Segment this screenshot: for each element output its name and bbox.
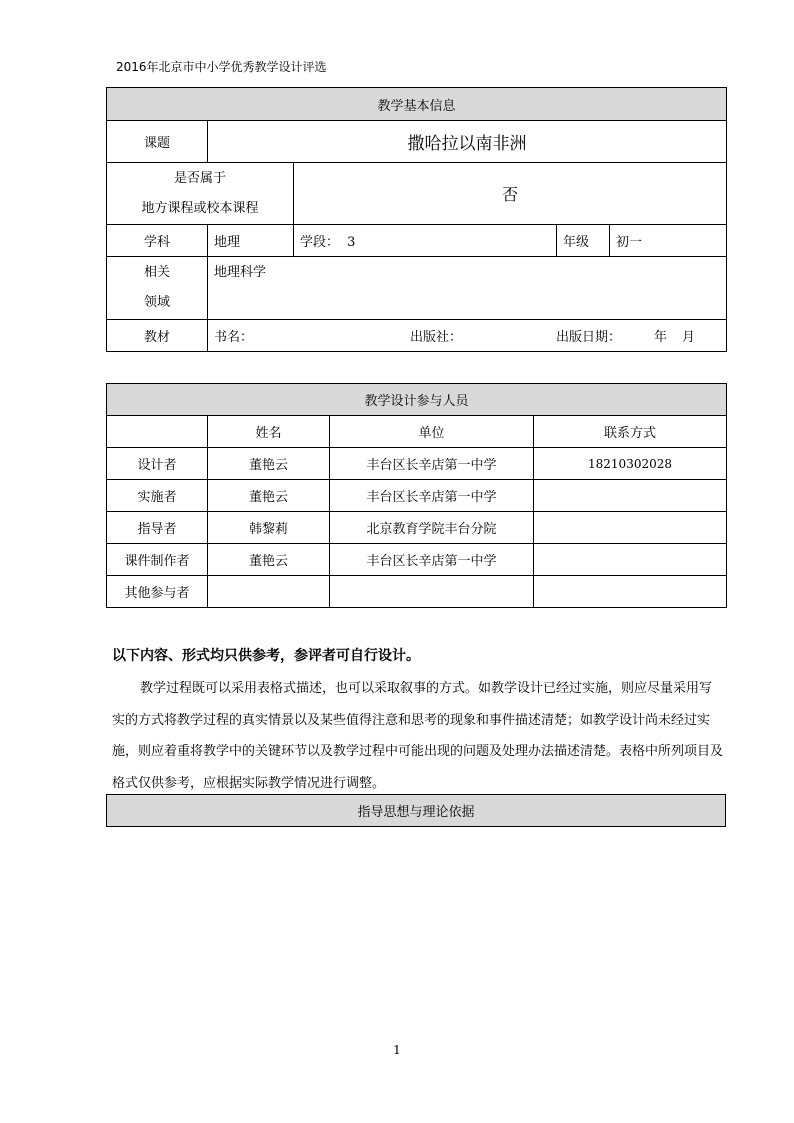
grade-label: 年级 (557, 225, 610, 257)
paragraph-text: 教学过程既可以采用表格式描述，也可以采取叙事的方式。如教学设计已经过实施，则应尽量采用写实的方式将教学过程的真实情景以及某些值得注意和思考的现象和事件描述清楚；如教学设计尚未经过实施，则应着重将教学中的关键环节以及教学过程中可能出现的问题及处理办法描述清楚。表格中所列项目及格式仅供参考，应根据实际教学情况进行调整。 (112, 681, 724, 791)
unit-cell: 丰台区长辛店第一中学 (330, 480, 534, 512)
contact-cell (534, 480, 727, 512)
table-row (107, 544, 727, 576)
related-field-label (107, 257, 208, 320)
related-label-line2: 领域 (143, 295, 170, 310)
local-course-value: 否 (294, 163, 727, 225)
section-title: 指导思想与理论依据 (107, 795, 726, 827)
unit-cell: 北京教育学院丰台分院 (330, 512, 534, 544)
stage-label: 学段： (300, 235, 340, 250)
year-label: 年 (654, 330, 668, 345)
table-row (107, 576, 727, 608)
stage-cell (294, 225, 557, 257)
subject-label: 学科 (107, 225, 208, 257)
grade-value: 初一 (610, 225, 727, 257)
related-label-line1: 相关 (143, 265, 170, 280)
intro-note: 以下内容、形式均只供参考，参评者可自行设计。 (112, 648, 420, 664)
role-cell: 课件制作者 (107, 544, 208, 576)
name-cell (208, 576, 330, 608)
topic-label: 课题 (107, 121, 208, 163)
topic-value: 撒哈拉以南非洲 (208, 121, 727, 163)
subject-value: 地理 (208, 225, 294, 257)
header-cell: 单位 (330, 416, 534, 448)
unit-cell: 丰台区长辛店第一中学 (330, 544, 534, 576)
contact-cell: 18210302028 (534, 448, 727, 480)
local-label-line2: 地方课程或校本课程 (141, 200, 259, 216)
basic-info-title: 教学基本信息 (107, 88, 727, 121)
instructions-paragraph (112, 673, 724, 799)
local-label-line1: 是否属于 (173, 170, 226, 186)
local-course-label (107, 163, 294, 225)
role-cell: 设计者 (107, 448, 208, 480)
participants-title: 教学设计参与人员 (107, 384, 727, 416)
pub-date-label: 出版日期： (556, 330, 622, 345)
section-table (106, 794, 726, 827)
header-cell: 姓名 (208, 416, 330, 448)
related-field-value: 地理科学 (208, 257, 727, 320)
table-row (107, 480, 727, 512)
header-cell (107, 416, 208, 448)
unit-cell: 丰台区长辛店第一中学 (330, 448, 534, 480)
page-number: 1 (393, 1043, 401, 1057)
role-cell: 其他参与者 (107, 576, 208, 608)
name-cell: 董艳云 (208, 448, 330, 480)
contact-cell (534, 544, 727, 576)
role-cell: 实施者 (107, 480, 208, 512)
unit-cell (330, 576, 534, 608)
month-label: 月 (682, 330, 696, 345)
textbook-value (208, 320, 727, 352)
basic-info-table (106, 87, 727, 352)
role-cell: 指导者 (107, 512, 208, 544)
table-row (107, 512, 727, 544)
name-cell: 董艳云 (208, 480, 330, 512)
publisher-label: 出版社： (410, 330, 463, 345)
page-header: 2016年北京市中小学优秀教学设计评选 (116, 60, 327, 74)
table-row (107, 448, 727, 480)
participants-table (106, 383, 727, 608)
name-cell: 韩黎莉 (208, 512, 330, 544)
book-name-label: 书名： (214, 330, 254, 345)
stage-value: 3 (347, 235, 356, 250)
textbook-label: 教材 (107, 320, 208, 352)
header-cell: 联系方式 (534, 416, 727, 448)
contact-cell (534, 512, 727, 544)
contact-cell (534, 576, 727, 608)
name-cell: 董艳云 (208, 544, 330, 576)
